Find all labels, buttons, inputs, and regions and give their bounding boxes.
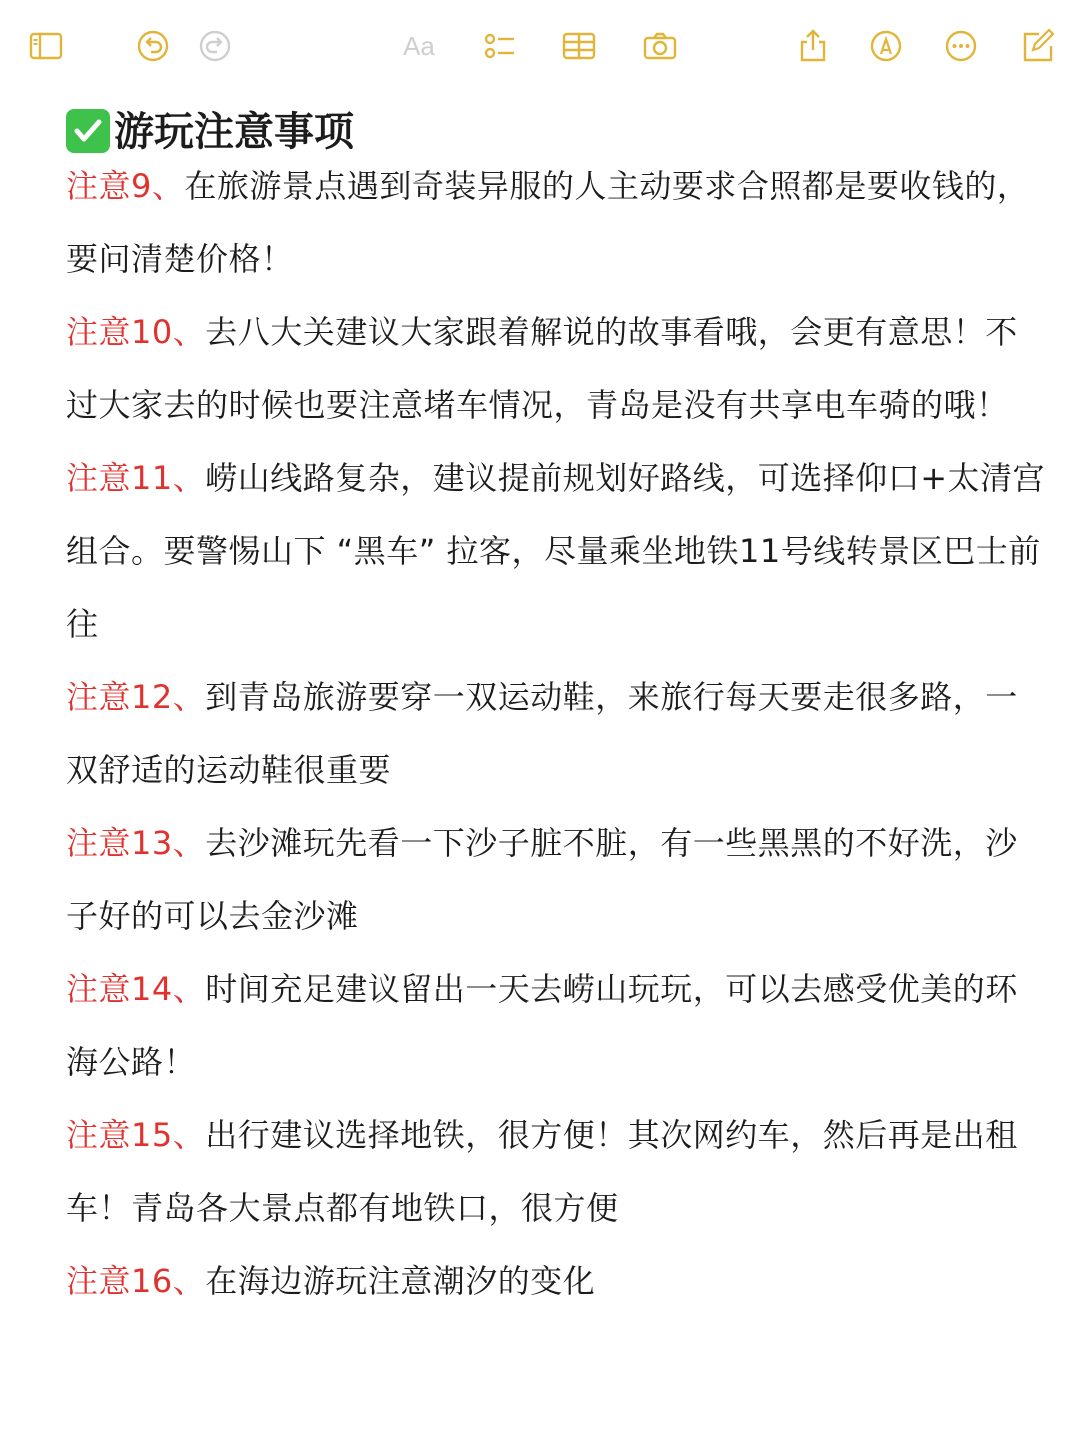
checklist-icon[interactable] <box>479 26 519 66</box>
note-item-text: 到青岛旅游要穿一双运动鞋，来旅行每天要走很多路，一双舒适的运动鞋很重要 <box>66 678 1018 789</box>
markup-pen-icon[interactable] <box>866 26 906 66</box>
camera-icon[interactable] <box>640 26 680 66</box>
table-icon[interactable] <box>559 26 599 66</box>
note-item <box>66 807 1046 953</box>
note-title-text: 游玩注意事项 <box>114 109 354 155</box>
note-item <box>66 150 1046 296</box>
note-item <box>66 953 1046 1099</box>
note-item <box>66 1245 1046 1318</box>
note-item-label: 注意10、 <box>66 313 206 351</box>
sidebar-icon[interactable] <box>26 26 66 66</box>
note-item-label: 注意16、 <box>66 1262 206 1300</box>
note-item-text: 去沙滩玩先看一下沙子脏不脏，有一些黑黑的不好洗，沙子好的可以去金沙滩 <box>66 824 1018 935</box>
redo-icon[interactable] <box>195 26 235 66</box>
share-icon[interactable] <box>793 26 833 66</box>
note-item-label: 注意14、 <box>66 970 206 1008</box>
undo-icon[interactable] <box>133 26 173 66</box>
note-item <box>66 296 1046 442</box>
note-item <box>66 442 1046 661</box>
compose-icon[interactable] <box>1017 26 1057 66</box>
note-item-text: 出行建议选择地铁，很方便！其次网约车，然后再是出租车！青岛各大景点都有地铁口，很方便 <box>66 1116 1018 1227</box>
note-item-label: 注意11、 <box>66 459 206 497</box>
note-item-label: 注意9、 <box>66 167 185 205</box>
check-mark-icon <box>66 109 110 153</box>
more-icon[interactable] <box>941 26 981 66</box>
note-item <box>66 661 1046 807</box>
note-item-text: 去八大关建议大家跟着解说的故事看哦，会更有意思！不过大家去的时候也要注意堵车情况，青岛是没有共享电车骑的哦！ <box>66 313 1018 424</box>
note-item-text: 时间充足建议留出一天去崂山玩玩，可以去感受优美的环海公路！ <box>66 970 1018 1081</box>
format-text-icon[interactable] <box>399 26 439 66</box>
note-item-label: 注意12、 <box>66 678 206 716</box>
note-item-text: 在旅游景点遇到奇装异服的人主动要求合照都是要收钱的，要问清楚价格！ <box>66 167 1030 278</box>
note-body[interactable] <box>66 150 1046 1318</box>
note-item-label: 注意15、 <box>66 1116 206 1154</box>
note-item-label: 注意13、 <box>66 824 206 862</box>
note-item-text: 崂山线路复杂，建议提前规划好路线，可选择仰口+太清宫组合。要警惕山下 “黑车” 拉客，尽量乘坐地铁11号线转景区巴士前往 <box>66 459 1046 643</box>
note-item <box>66 1099 1046 1245</box>
note-item-text: 在海边游玩注意潮汐的变化 <box>205 1262 596 1300</box>
format-text-label: Aa <box>403 30 435 61</box>
notes-toolbar <box>0 0 1080 90</box>
